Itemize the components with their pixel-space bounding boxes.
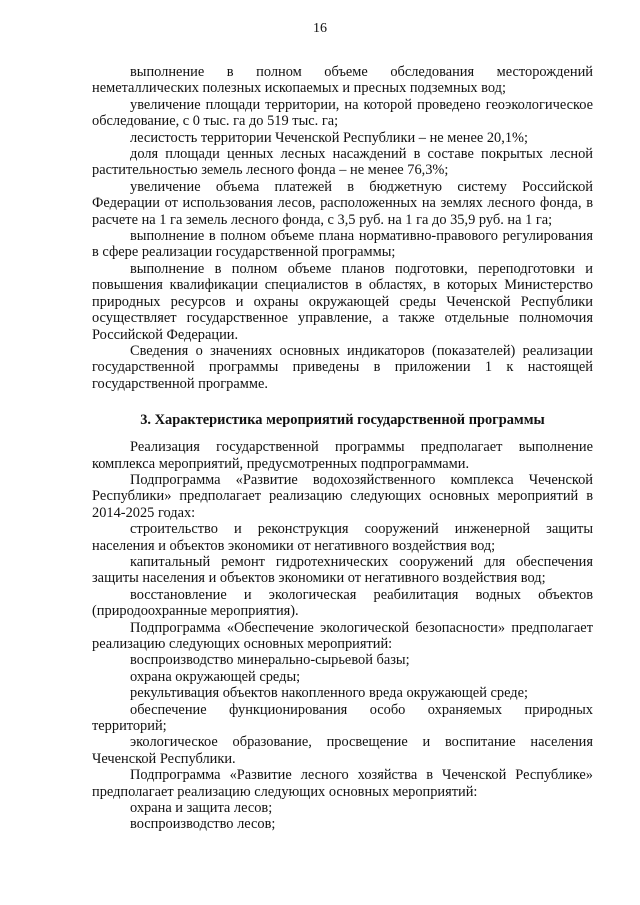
section-heading: 3. Характеристика мероприятий государственной программы: [140, 412, 545, 429]
paragraph: Подпрограмма «Обеспечение экологической безопасности» предполагает реализацию следующих основных мероприятий:: [92, 619, 593, 652]
paragraph: лесистость территории Чеченской Республики – не менее 20,1%;: [130, 129, 529, 146]
document-body: [92, 64, 593, 833]
paragraph: выполнение в полном объеме планов подготовки, переподготовки и повышения квалификации специалистов в областях, в которых Министерство природных ресурсов и охраны окружающей среды Чеченской Республики осуществляет государственное управление, а также отдельные полномочия Российской Федерации.: [92, 260, 593, 343]
page-number: 16: [313, 21, 327, 36]
paragraph: Подпрограмма «Развитие водохозяйственного комплекса Чеченской Республики» предполагает реализацию следующих основных мероприятий в 2014-2025 годах:: [92, 471, 593, 521]
paragraph: рекультивация объектов накопленного вреда окружающей среде;: [130, 685, 528, 702]
paragraph: воспроизводство лесов;: [130, 816, 276, 833]
paragraph: Подпрограмма «Развитие лесного хозяйства в Чеченской Республике» предполагает реализацию следующих основных мероприятий:: [92, 767, 593, 800]
paragraph: экологическое образование, просвещение и воспитание населения Чеченской Республики.: [92, 734, 593, 767]
paragraph: строительство и реконструкция сооружений инженерной защиты населения и объектов экономики от негативного воздействия вод;: [92, 521, 593, 554]
paragraph: Реализация государственной программы предполагает выполнение комплекса мероприятий, предусмотренных подпрограммами.: [92, 439, 593, 472]
paragraph: восстановление и экологическая реабилитация водных объектов (природоохранные мероприятия).: [92, 586, 593, 620]
paragraph: воспроизводство минерально-сырьевой базы;: [130, 652, 410, 669]
paragraph: охрана и защита лесов;: [130, 800, 273, 817]
paragraph: увеличение площади территории, на которой проведено геоэкологическое обследование, с 0 тыс. га до 519 тыс. га;: [92, 96, 593, 130]
paragraph: увеличение объема платежей в бюджетную систему Российской Федерации от использования лесов, расположенных на землях лесного фонда, в расчете на 1 га земель лесного фонда, с 3,5 руб. на 1 га до 35,9 руб. на 1 га;: [92, 178, 593, 228]
paragraph: Сведения о значениях основных индикаторов (показателей) реализации государственной программы приведены в приложении 1 к настоящей государственной программе.: [92, 342, 593, 392]
paragraph: охрана окружающей среды;: [130, 668, 301, 685]
paragraph: капитальный ремонт гидротехнических сооружений для обеспечения защиты населения и объектов экономики от негативного воздействия вод;: [92, 553, 593, 587]
paragraph: доля площади ценных лесных насаждений в составе покрытых лесной растительностью земель лесного фонда – не менее 76,3%;: [92, 146, 593, 179]
paragraph: выполнение в полном объеме обследования месторождений неметаллических полезных ископаемых и пресных подземных вод;: [92, 64, 593, 97]
paragraph: обеспечение функционирования особо охраняемых природных территорий;: [92, 701, 593, 735]
paragraph: выполнение в полном объеме плана нормативно-правового регулирования в сфере реализации государственной программы;: [92, 228, 593, 261]
